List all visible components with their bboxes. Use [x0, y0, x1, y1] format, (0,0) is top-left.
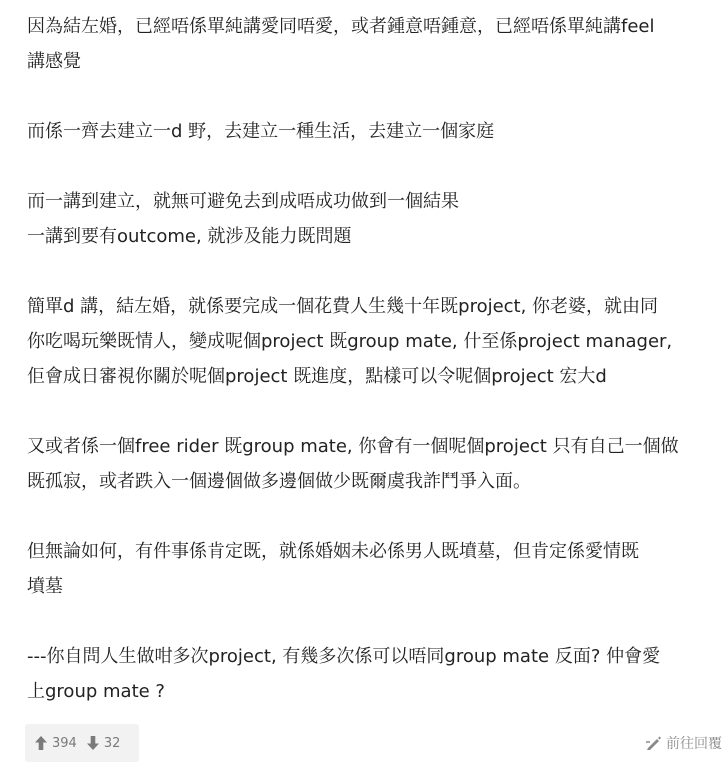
post-line: ---你自問人生做咁多次project, 有幾多次係可以唔同group mate 反面? 仲會愛	[27, 646, 661, 667]
upvote-button[interactable]	[35, 736, 77, 751]
post-line: 既孤寂，或者跌入一個邊個做多邊個做少既爾虞我詐鬥爭入面。	[27, 471, 531, 492]
post-line: 佢會成日審視你關於呢個project 既進度，點樣可以令呢個project 宏大d	[27, 366, 607, 387]
post-footer	[25, 724, 722, 762]
reply-pen-icon	[646, 736, 661, 750]
post-line: 墳墓	[27, 576, 63, 597]
post-line: 一講到要有outcome, 就涉及能力既問題	[27, 226, 352, 247]
vote-box	[25, 724, 139, 762]
post-line: 但無論如何，有件事係肯定既，就係婚姻未必係男人既墳墓，但肯定係愛情既	[27, 541, 639, 562]
post-paragraph	[27, 534, 717, 604]
post-line: 上group mate ?	[27, 681, 165, 702]
downvote-button[interactable]	[87, 736, 121, 751]
reply-label: 前往回覆	[666, 736, 722, 752]
post-paragraph	[27, 429, 717, 499]
post-line: 而一講到建立，就無可避免去到成唔成功做到一個結果	[27, 191, 459, 212]
arrow-up-icon	[35, 736, 47, 750]
post-content	[27, 9, 717, 744]
post-line: 而係一齊去建立一d 野，去建立一種生活，去建立一個家庭	[27, 121, 495, 142]
post-line: 簡單d 講，結左婚，就係要完成一個花費人生幾十年既project, 你老婆，就由同	[27, 296, 659, 317]
post-paragraph	[27, 114, 717, 149]
post-line: 講感覺	[27, 51, 81, 72]
downvote-count: 32	[103, 735, 121, 751]
arrow-down-icon	[87, 736, 99, 750]
post-paragraph	[27, 184, 717, 254]
post-line: 又或者係一個free rider 既group mate, 你會有一個呢個project 只有自己一個做	[27, 436, 679, 457]
post-line: 因為結左婚，已經唔係單純講愛同唔愛，或者鍾意唔鍾意，已經唔係單純講feel	[27, 16, 655, 37]
post-paragraph	[27, 9, 717, 79]
post-line: 你吃喝玩樂既情人，變成呢個project 既group mate, 什至係project manager,	[27, 331, 673, 352]
post-paragraph	[27, 639, 717, 709]
post-paragraph	[27, 289, 717, 394]
upvote-count: 394	[52, 735, 77, 751]
go-to-reply-button[interactable]	[646, 724, 722, 762]
